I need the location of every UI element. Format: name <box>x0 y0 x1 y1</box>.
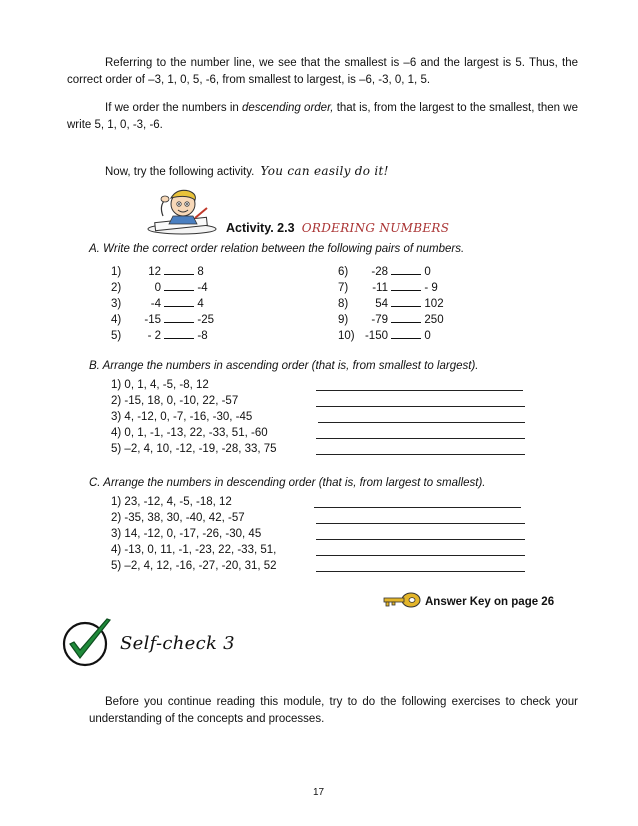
answer-line[interactable] <box>316 539 525 540</box>
descending-order-emphasis: descending order, <box>242 102 334 114</box>
section-b-instruction: B. Arrange the numbers in ascending order (that is, from smallest to largest). <box>89 360 479 372</box>
list-item: 8) 54 102 <box>338 295 444 312</box>
intro-paragraph-3 <box>105 163 389 181</box>
outro-paragraph: Before you continue reading this module, try to do the following exercises to check your understanding of the concepts and processes. <box>89 696 578 725</box>
try-activity-text: Now, try the following activity. <box>105 166 255 178</box>
answer-line[interactable] <box>316 454 525 455</box>
answer-line[interactable] <box>316 555 525 556</box>
list-item: 1) 0, 1, 4, -5, -8, 12 <box>111 379 209 391</box>
answer-line[interactable] <box>316 438 525 439</box>
answer-blank[interactable] <box>164 279 194 291</box>
list-item: 3) 14, -12, 0, -17, -26, -30, 45 <box>111 528 262 540</box>
answer-line[interactable] <box>316 571 525 572</box>
list-item: 7) -11 - 9 <box>338 279 438 296</box>
answer-key-reference: Answer Key on page 26 <box>425 596 555 608</box>
answer-line[interactable] <box>316 390 523 391</box>
answer-blank[interactable] <box>164 263 194 275</box>
list-item: 6) -28 0 <box>338 263 431 280</box>
answer-line[interactable] <box>314 507 521 508</box>
list-item: 1) 12 8 <box>111 263 204 280</box>
activity-title: ORDERING NUMBERS <box>301 221 450 235</box>
para2-text-a: If we order the numbers in <box>105 102 242 114</box>
section-c-instruction: C. Arrange the numbers in descending order (that is, from largest to smallest). <box>89 477 486 489</box>
activity-heading <box>226 220 449 238</box>
intro-paragraph-1: Referring to the number line, we see that the smallest is –6 and the largest is 5. Thus, the correct order of –3, 1, 0, 5, -6, from smallest to largest, is –6, -3, 0, 1, 5. <box>67 57 578 86</box>
list-item: 5) - 2 -8 <box>111 327 208 344</box>
list-item: 5) –2, 4, 10, -12, -19, -28, 33, 75 <box>111 443 277 455</box>
list-item: 2) 0 -4 <box>111 279 208 296</box>
intro-paragraph-2 <box>67 100 578 134</box>
list-item: 2) -15, 18, 0, -10, 22, -57 <box>111 395 239 407</box>
para2-text-b: that is, from the largest to the smallest, then we write 5, 1, 0, -3, -6. <box>67 102 578 131</box>
answer-blank[interactable] <box>391 279 421 291</box>
list-item: 9) -79 250 <box>338 311 444 328</box>
list-item: 4) -13, 0, 11, -1, -23, 22, -33, 51, <box>111 544 277 556</box>
list-item: 1) 23, -12, 4, -5, -18, 12 <box>111 496 232 508</box>
list-item: 2) -35, 38, 30, -40, 42, -57 <box>111 512 245 524</box>
list-item: 4) -15 -25 <box>111 311 214 328</box>
answer-blank[interactable] <box>391 311 421 323</box>
answer-blank[interactable] <box>164 295 194 307</box>
list-item: 3) -4 4 <box>111 295 204 312</box>
cartoon-boy-icon <box>143 186 221 236</box>
activity-label: Activity. 2.3 <box>226 221 295 235</box>
answer-blank[interactable] <box>391 263 421 275</box>
list-item: 5) –2, 4, 12, -16, -27, -20, 31, 52 <box>111 560 277 572</box>
encouragement-text: You can easily do it! <box>260 164 389 178</box>
answer-blank[interactable] <box>164 311 194 323</box>
checkmark-circle-icon <box>60 614 120 670</box>
section-a-instruction: A. Write the correct order relation between the following pairs of numbers. <box>89 243 465 255</box>
answer-line[interactable] <box>318 422 525 423</box>
self-check-title: Self-check 3 <box>120 633 235 654</box>
list-item: 10) -150 0 <box>338 327 431 344</box>
answer-blank[interactable] <box>391 295 421 307</box>
list-item: 4) 0, 1, -1, -13, 22, -33, 51, -60 <box>111 427 268 439</box>
answer-line[interactable] <box>316 523 525 524</box>
answer-line[interactable] <box>316 406 525 407</box>
answer-blank[interactable] <box>164 327 194 339</box>
list-item: 3) 4, -12, 0, -7, -16, -30, -45 <box>111 411 253 423</box>
answer-blank[interactable] <box>391 327 421 339</box>
page-number: 17 <box>313 787 325 798</box>
key-icon <box>381 590 423 610</box>
